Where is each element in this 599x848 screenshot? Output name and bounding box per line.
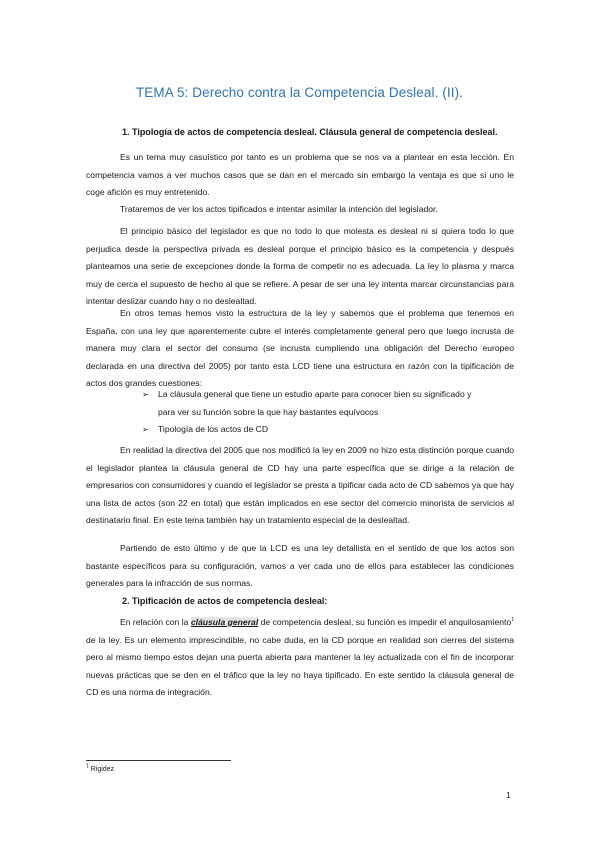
paragraph-3-text: El principio básico del legislador es que no todo lo que molesta es desleal ni si quiera todo lo que perjudica desde la perspectiva privada es desleal porque el principio básico es la competencia y después planteamos una serie de excepciones donde la forma de competir no es adecuada. La ley lo plasma y marca muy de cerca el supuesto de hecho al que se refiere. A pesar de ser una ley intenta marcar circunstancias para intentar deslizar cuando hay o no deslealtad. [86,226,514,306]
list-item-text: La cláusula general que tiene un estudio aparte para conocer bien su significado y para ver su función sobre la que hay bastantes equívocos [158,389,472,417]
footnote-text: Rigidez [90,766,115,773]
paragraph-2 [86,201,514,219]
paragraph-7-text-mid: de competencia desleal, su función es impedir el anquilosamiento [258,617,512,627]
list-item-text: Tipología de los actos de CD [158,424,269,434]
list-item [142,421,482,439]
footnote-divider [86,760,231,761]
section-2-heading: 2. Tipificación de actos de competencia desleal: [122,596,328,606]
arrow-bullet-icon: ➢ [142,390,149,399]
paragraph-5-text: En realidad la directiva del 2005 que nos modificó la ley en 2009 no hizo esta distinción porque cuando el legislador plantea la cláusula general de CD hay una parte específica que se dirige a la relación de empresarios con consumidores y cuando el legislador se presta a tipificar cada acto de CD sabemos ya que hay una lista de actos (son 22 en total) que están implicados en ese sector del comercio minorista de servicios al destinatario final. En este tema también hay un tratamiento especial de la deslealtad. [86,445,514,525]
paragraph-5 [86,442,514,530]
paragraph-7 [86,614,514,702]
paragraph-2-text: Trataremos de ver los actos tipificados e intentar asimilar la intención del legislador. [120,204,438,214]
paragraph-7-text-start: En relación con la [120,617,191,627]
paragraph-4 [86,305,514,393]
paragraph-3 [86,223,514,311]
footnote [86,763,115,773]
document-title: TEMA 5: Derecho contra la Competencia Desleal. (II). [135,85,464,100]
paragraph-6 [86,540,514,593]
list-item [142,386,482,421]
bullet-list [142,386,482,439]
section-1-heading: 1. Tipología de actos de competencia desleal. Cláusula general de competencia desleal. [122,127,498,137]
paragraph-6-text: Partiendo de esto último y de que la LCD es una ley detallista en el sentido de que los actos son bastante específicos para su configuración, vamos a ver cada uno de ellos para establecer las condiciones generales para la infracción de sus normas. [86,543,514,588]
arrow-bullet-icon: ➢ [142,425,149,434]
paragraph-4-text: En otros temas hemos visto la estructura de la ley y sabemos que el problema que tenemos en España, con una ley que aparentemente cubre el interés completamente general pero que luego incrusta de manera muy clara el sector del consumo (se incrusta cumpliendo una obligación del Derecho europeo declarada en una directiva del 2005) por tanto esta LCD tiene una estructura en razón con la tipificación de actos dos grandes cuestiones: [86,308,514,388]
paragraph-7-text-end: de la ley. Es un elemento imprescindible, no cabe duda, en la CD porque en realidad son cierres del sistema pero al mismo tiempo estos dejan una puerta abierta para mantener la ley actualizada con el fin de incorporar nuevas prácticas que se den en el tráfico que la ley no haya tipificado. En este sentido la cláusula general de CD es una norma de integración. [86,634,514,697]
footnote-mark: 1 [86,763,89,770]
paragraph-1-text: Es un tema muy casuístico por tanto es un problema que se nos va a plantear en esta lección. En competencia vamos a ver muchos casos que se dan en el mercado sin embargo la ventaja es que si uno le coge afición es muy entretenido. [86,152,514,197]
highlighted-term: cláusula general [190,617,259,627]
page-number: 1 [506,790,511,800]
paragraph-1 [86,149,514,202]
footnote-reference[interactable]: 1 [511,617,514,624]
